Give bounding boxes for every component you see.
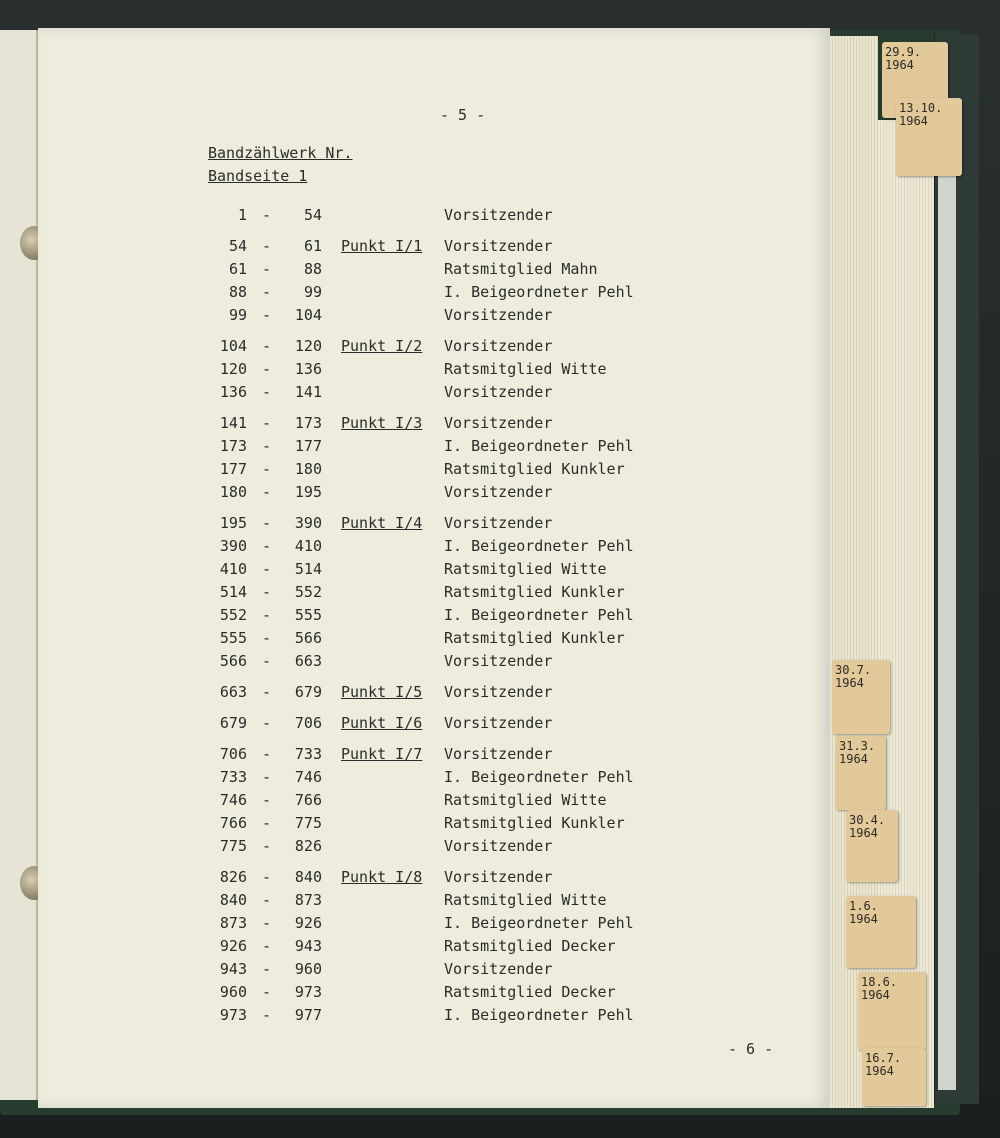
speaker-name: I. Beigeordneter Pehl bbox=[444, 537, 634, 555]
range-end: 826 bbox=[294, 837, 322, 855]
range-end: 88 bbox=[303, 260, 322, 278]
range-start: 514 bbox=[219, 583, 247, 601]
speaker-name: Ratsmitglied Witte bbox=[444, 891, 607, 909]
speaker-name: Vorsitzender bbox=[444, 237, 553, 255]
range-end: 514 bbox=[294, 560, 322, 578]
range-start: 61 bbox=[228, 260, 247, 278]
range-start: 177 bbox=[219, 460, 247, 478]
speaker-name: Vorsitzender bbox=[444, 414, 553, 432]
speaker-name: Vorsitzender bbox=[444, 714, 553, 732]
speaker-name: I. Beigeordneter Pehl bbox=[444, 768, 634, 786]
range-end: 926 bbox=[294, 914, 322, 932]
agenda-item: Punkt I/1 bbox=[341, 237, 423, 255]
range-dash: - bbox=[262, 360, 272, 378]
speaker-name: Ratsmitglied Decker bbox=[444, 983, 616, 1001]
speaker-name: I. Beigeordneter Pehl bbox=[444, 914, 634, 932]
range-dash: - bbox=[262, 937, 272, 955]
range-start: 555 bbox=[219, 629, 247, 647]
speaker-name: Vorsitzender bbox=[444, 483, 553, 501]
range-dash: - bbox=[262, 260, 272, 278]
range-dash: - bbox=[262, 414, 272, 432]
range-dash: - bbox=[262, 629, 272, 647]
range-end: 706 bbox=[294, 714, 322, 732]
range-dash: - bbox=[262, 745, 272, 763]
speaker-name: Vorsitzender bbox=[444, 383, 553, 401]
range-dash: - bbox=[262, 306, 272, 324]
date-tab[interactable] bbox=[862, 1048, 926, 1106]
range-end: 54 bbox=[303, 206, 322, 224]
range-dash: - bbox=[262, 837, 272, 855]
range-start: 104 bbox=[219, 337, 247, 355]
range-end: 141 bbox=[294, 383, 322, 401]
range-start: 943 bbox=[219, 960, 247, 978]
range-end: 555 bbox=[294, 606, 322, 624]
range-dash: - bbox=[262, 383, 272, 401]
date-tab[interactable] bbox=[832, 660, 890, 734]
speaker-name: Vorsitzender bbox=[444, 745, 553, 763]
speaker-name: Ratsmitglied Witte bbox=[444, 560, 607, 578]
range-end: 679 bbox=[294, 683, 322, 701]
heading-bandseite: Bandseite 1 bbox=[208, 167, 308, 185]
date-tab[interactable] bbox=[836, 736, 886, 810]
range-dash: - bbox=[262, 483, 272, 501]
speaker-name: Vorsitzender bbox=[444, 514, 553, 532]
range-start: 390 bbox=[219, 537, 247, 555]
speaker-name: Vorsitzender bbox=[444, 306, 553, 324]
speaker-name: I. Beigeordneter Pehl bbox=[444, 283, 634, 301]
range-end: 120 bbox=[294, 337, 322, 355]
date-tab-line: 29.9. bbox=[885, 45, 922, 59]
range-start: 826 bbox=[219, 868, 247, 886]
speaker-name: Ratsmitglied Mahn bbox=[444, 260, 598, 278]
heading-bandzaehlwerk: Bandzählwerk Nr. bbox=[208, 144, 353, 162]
date-tab-line: 16.7. bbox=[865, 1051, 902, 1065]
agenda-item: Punkt I/6 bbox=[341, 714, 423, 732]
range-start: 1 bbox=[237, 206, 247, 224]
agenda-item: Punkt I/5 bbox=[341, 683, 423, 701]
date-tab[interactable] bbox=[896, 98, 962, 176]
date-tab-line: 1964 bbox=[885, 58, 914, 72]
range-end: 410 bbox=[294, 537, 322, 555]
range-dash: - bbox=[262, 537, 272, 555]
range-end: 973 bbox=[294, 983, 322, 1001]
range-start: 410 bbox=[219, 560, 247, 578]
range-dash: - bbox=[262, 606, 272, 624]
speaker-name: Vorsitzender bbox=[444, 837, 553, 855]
range-end: 873 bbox=[294, 891, 322, 909]
range-dash: - bbox=[262, 583, 272, 601]
range-start: 180 bbox=[219, 483, 247, 501]
range-end: 104 bbox=[294, 306, 322, 324]
range-dash: - bbox=[262, 960, 272, 978]
range-dash: - bbox=[262, 791, 272, 809]
range-start: 775 bbox=[219, 837, 247, 855]
agenda-item: Punkt I/4 bbox=[341, 514, 423, 532]
speaker-name: Vorsitzender bbox=[444, 683, 553, 701]
range-start: 873 bbox=[219, 914, 247, 932]
date-tab-line: 1964 bbox=[865, 1064, 894, 1078]
range-end: 960 bbox=[294, 960, 322, 978]
range-end: 566 bbox=[294, 629, 322, 647]
date-tab-line: 1964 bbox=[861, 988, 890, 1002]
range-dash: - bbox=[262, 983, 272, 1001]
range-end: 136 bbox=[294, 360, 322, 378]
date-tab-line: 30.7. bbox=[835, 663, 872, 677]
range-start: 746 bbox=[219, 791, 247, 809]
date-tab[interactable] bbox=[846, 810, 898, 882]
range-dash: - bbox=[262, 237, 272, 255]
range-dash: - bbox=[262, 1006, 272, 1024]
range-dash: - bbox=[262, 283, 272, 301]
speaker-name: Vorsitzender bbox=[444, 337, 553, 355]
range-end: 552 bbox=[294, 583, 322, 601]
speaker-name: Ratsmitglied Kunkler bbox=[444, 814, 625, 832]
range-end: 775 bbox=[294, 814, 322, 832]
binder-inner-strip bbox=[938, 170, 956, 1090]
range-start: 141 bbox=[219, 414, 247, 432]
range-dash: - bbox=[262, 437, 272, 455]
speaker-name: Vorsitzender bbox=[444, 960, 553, 978]
range-end: 390 bbox=[294, 514, 322, 532]
left-page-edge bbox=[0, 30, 38, 1100]
agenda-item: Punkt I/2 bbox=[341, 337, 423, 355]
range-dash: - bbox=[262, 683, 272, 701]
range-start: 706 bbox=[219, 745, 247, 763]
date-tab[interactable] bbox=[858, 972, 926, 1050]
range-dash: - bbox=[262, 914, 272, 932]
date-tab-line: 1964 bbox=[899, 114, 928, 128]
date-tab-line: 13.10. bbox=[899, 101, 943, 115]
range-start: 552 bbox=[219, 606, 247, 624]
document-page bbox=[38, 28, 830, 1108]
range-end: 943 bbox=[294, 937, 322, 955]
range-end: 180 bbox=[294, 460, 322, 478]
range-start: 88 bbox=[228, 283, 247, 301]
date-tab-line: 1964 bbox=[835, 676, 864, 690]
range-start: 173 bbox=[219, 437, 247, 455]
speaker-name: I. Beigeordneter Pehl bbox=[444, 1006, 634, 1024]
speaker-name: Ratsmitglied Kunkler bbox=[444, 629, 625, 647]
speaker-name: Vorsitzender bbox=[444, 652, 553, 670]
range-dash: - bbox=[262, 652, 272, 670]
page-number-top: - 5 - bbox=[440, 106, 486, 124]
speaker-name: Ratsmitglied Kunkler bbox=[444, 583, 625, 601]
range-start: 840 bbox=[219, 891, 247, 909]
range-dash: - bbox=[262, 514, 272, 532]
range-dash: - bbox=[262, 560, 272, 578]
range-end: 61 bbox=[303, 237, 322, 255]
range-start: 973 bbox=[219, 1006, 247, 1024]
range-start: 679 bbox=[219, 714, 247, 732]
range-end: 173 bbox=[294, 414, 322, 432]
range-end: 766 bbox=[294, 791, 322, 809]
date-tab[interactable] bbox=[846, 896, 916, 968]
range-dash: - bbox=[262, 868, 272, 886]
range-start: 663 bbox=[219, 683, 247, 701]
range-start: 54 bbox=[228, 237, 247, 255]
date-tab-line: 1.6. bbox=[849, 899, 878, 913]
range-start: 99 bbox=[228, 306, 247, 324]
date-tab-line: 18.6. bbox=[861, 975, 898, 989]
agenda-item: Punkt I/7 bbox=[341, 745, 423, 763]
range-end: 99 bbox=[303, 283, 322, 301]
range-end: 840 bbox=[294, 868, 322, 886]
range-start: 733 bbox=[219, 768, 247, 786]
range-end: 195 bbox=[294, 483, 322, 501]
date-tab-line: 31.3. bbox=[839, 739, 876, 753]
date-tab-line: 1964 bbox=[839, 752, 868, 766]
range-end: 177 bbox=[294, 437, 322, 455]
range-start: 195 bbox=[219, 514, 247, 532]
range-dash: - bbox=[262, 460, 272, 478]
range-dash: - bbox=[262, 891, 272, 909]
range-start: 136 bbox=[219, 383, 247, 401]
date-tab-line: 1964 bbox=[849, 826, 878, 840]
range-dash: - bbox=[262, 768, 272, 786]
agenda-item: Punkt I/8 bbox=[341, 868, 423, 886]
speaker-name: Ratsmitglied Witte bbox=[444, 360, 607, 378]
range-start: 766 bbox=[219, 814, 247, 832]
range-dash: - bbox=[262, 814, 272, 832]
range-dash: - bbox=[262, 714, 272, 732]
range-start: 960 bbox=[219, 983, 247, 1001]
range-end: 746 bbox=[294, 768, 322, 786]
agenda-item: Punkt I/3 bbox=[341, 414, 423, 432]
range-end: 663 bbox=[294, 652, 322, 670]
page-number-bottom: - 6 - bbox=[728, 1040, 774, 1058]
speaker-name: Vorsitzender bbox=[444, 206, 553, 224]
range-start: 926 bbox=[219, 937, 247, 955]
speaker-name: Ratsmitglied Witte bbox=[444, 791, 607, 809]
range-start: 566 bbox=[219, 652, 247, 670]
speaker-name: I. Beigeordneter Pehl bbox=[444, 606, 634, 624]
speaker-name: I. Beigeordneter Pehl bbox=[444, 437, 634, 455]
speaker-name: Ratsmitglied Decker bbox=[444, 937, 616, 955]
range-start: 120 bbox=[219, 360, 247, 378]
date-tab-line: 30.4. bbox=[849, 813, 886, 827]
range-end: 733 bbox=[294, 745, 322, 763]
range-end: 977 bbox=[294, 1006, 322, 1024]
date-tab-line: 1964 bbox=[849, 912, 878, 926]
speaker-name: Vorsitzender bbox=[444, 868, 553, 886]
speaker-name: Ratsmitglied Kunkler bbox=[444, 460, 625, 478]
range-dash: - bbox=[262, 206, 272, 224]
range-dash: - bbox=[262, 337, 272, 355]
